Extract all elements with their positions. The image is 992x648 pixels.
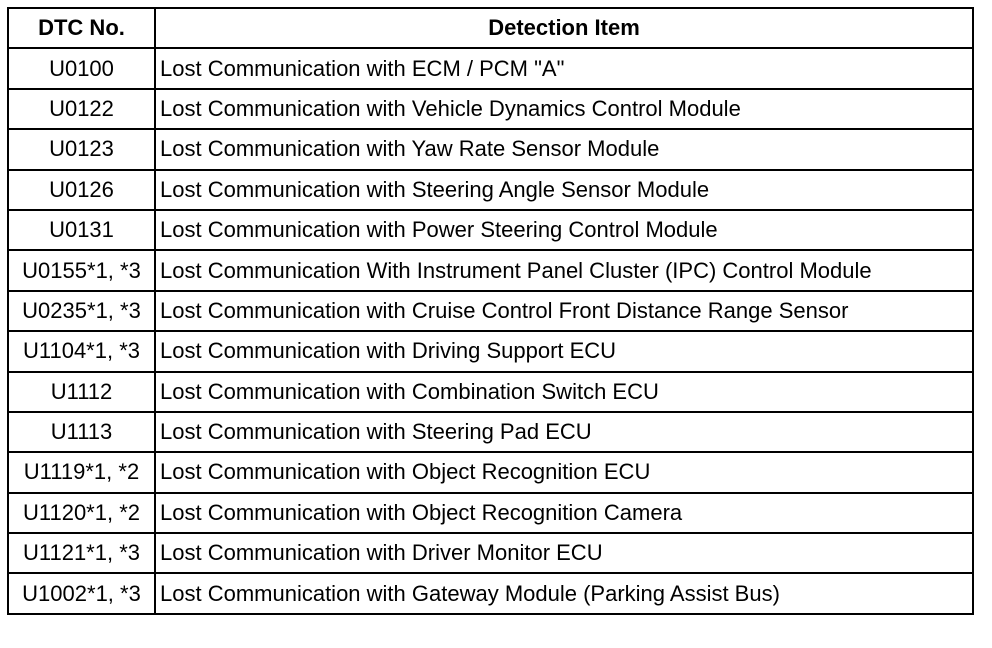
table-row [8,48,973,88]
dtc-code-cell: U1002*1, *3 [8,573,155,613]
dtc-code-cell: U0122 [8,89,155,129]
dtc-code-cell: U0100 [8,48,155,88]
detection-item-cell: Lost Communication with Combination Switch ECU [155,372,973,412]
dtc-code-cell: U1112 [8,372,155,412]
table-header-row [8,8,973,48]
table-row [8,250,973,290]
dtc-code-cell: U1120*1, *2 [8,493,155,533]
table-row [8,331,973,371]
dtc-number-header: DTC No. [8,8,155,48]
dtc-code-cell: U1113 [8,412,155,452]
detection-item-cell: Lost Communication with Gateway Module (Parking Assist Bus) [155,573,973,613]
table-row [8,89,973,129]
table-row [8,170,973,210]
table-row [8,210,973,250]
table-row [8,291,973,331]
dtc-code-cell: U0235*1, *3 [8,291,155,331]
dtc-code-cell: U1121*1, *3 [8,533,155,573]
dtc-table [7,7,974,615]
dtc-code-cell: U1104*1, *3 [8,331,155,371]
detection-item-cell: Lost Communication with Vehicle Dynamics Control Module [155,89,973,129]
table-row [8,533,973,573]
dtc-code-cell: U0155*1, *3 [8,250,155,290]
table-body [8,48,973,613]
dtc-code-cell: U0126 [8,170,155,210]
detection-item-cell: Lost Communication With Instrument Panel Cluster (IPC) Control Module [155,250,973,290]
detection-item-cell: Lost Communication with Driver Monitor ECU [155,533,973,573]
dtc-code-cell: U0123 [8,129,155,169]
dtc-code-cell: U1119*1, *2 [8,452,155,492]
detection-item-cell: Lost Communication with Power Steering Control Module [155,210,973,250]
detection-item-cell: Lost Communication with Steering Pad ECU [155,412,973,452]
detection-item-cell: Lost Communication with Object Recognition Camera [155,493,973,533]
detection-item-header: Detection Item [155,8,973,48]
detection-item-cell: Lost Communication with Driving Support ECU [155,331,973,371]
detection-item-cell: Lost Communication with Yaw Rate Sensor Module [155,129,973,169]
detection-item-cell: Lost Communication with Steering Angle Sensor Module [155,170,973,210]
detection-item-cell: Lost Communication with ECM / PCM "A" [155,48,973,88]
detection-item-cell: Lost Communication with Object Recognition ECU [155,452,973,492]
table-row [8,372,973,412]
table-row [8,452,973,492]
table-row [8,129,973,169]
table-row [8,412,973,452]
detection-item-cell: Lost Communication with Cruise Control Front Distance Range Sensor [155,291,973,331]
table-row [8,573,973,613]
table-row [8,493,973,533]
dtc-code-cell: U0131 [8,210,155,250]
